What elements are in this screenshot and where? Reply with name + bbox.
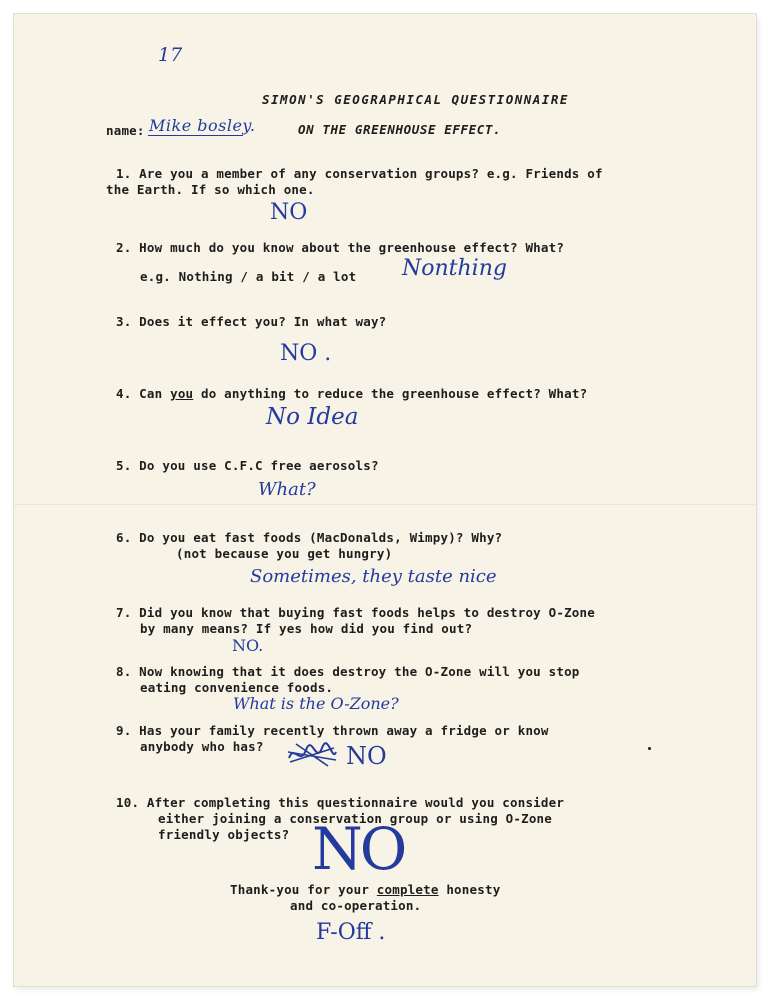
question-8-line-1: 8. Now knowing that it does destroy the O-Zone will you stop [116,664,580,679]
name-underline [148,135,243,136]
question-7-line-1: 7. Did you know that buying fast foods helps to destroy O-Zone [116,605,595,620]
page-subtitle: ON THE GREENHOUSE EFFECT. [298,122,502,137]
question-2-line-1: 2. How much do you know about the greenhouse effect? What? [116,240,565,255]
answer-7: NO. [232,636,264,655]
answer-9: NO [346,742,387,770]
closing-line-2: and co-operation. [290,898,422,913]
question-1-line-2: the Earth. If so which one. [106,182,315,197]
question-6-line-1: 6. Do you eat fast foods (MacDonalds, Wimpy)? Why? [116,530,503,545]
question-10-line-3: friendly objects? [158,827,290,842]
answer-6: Sometimes, they taste nice [250,566,497,587]
question-4-text-b: do anything to reduce the greenhouse effect? What? [193,386,588,401]
question-4-text-a: 4. Can [116,386,171,401]
closing-emphasis: complete [376,882,439,897]
question-4-line-1 [116,386,587,401]
question-10-line-1: 10. After completing this questionnaire would you consider [116,795,565,810]
closing-line-1 [230,882,500,897]
answer-10: NO [312,815,405,883]
answer-3: NO . [280,341,332,366]
answer-4: No Idea [266,404,359,430]
question-7-line-2: by many means? If yes how did you find out? [140,621,473,636]
page-title: SIMON'S GEOGRAPHICAL QUESTIONNAIRE [262,92,569,107]
question-10-line-2: either joining a conservation group or using O-Zone [158,811,553,826]
name-value: Mike bosley. [149,116,256,135]
question-3-line-1: 3. Does it effect you? In what way? [116,314,387,329]
answer-1: NO [270,200,308,225]
ink-dot [648,747,651,750]
crossed-out-word [286,740,338,768]
question-9-line-1: 9. Has your family recently thrown away a fridge or know [116,723,549,738]
paper-fold-crease [14,504,756,505]
name-label: name: [106,123,145,138]
answer-8: What is the O-Zone? [233,694,399,713]
closing-reply: F-Off . [316,920,386,945]
question-5-line-1: 5. Do you use C.F.C free aerosols? [116,458,379,473]
question-1-line-1: 1. Are you a member of any conservation groups? e.g. Friends of [116,166,603,181]
page-number: 17 [158,44,183,66]
question-6-line-2: (not because you get hungry) [176,546,393,561]
question-9-line-2: anybody who has? [140,739,264,754]
closing-text-a: Thank-you for your [230,882,377,897]
question-8-line-2: eating convenience foods. [140,680,334,695]
question-4-emphasis: you [170,386,194,401]
question-2-line-2: e.g. Nothing / a bit / a lot [140,269,357,284]
answer-5: What? [258,479,316,500]
answer-2: Nonthing [402,256,507,281]
closing-text-b: honesty [438,882,501,897]
